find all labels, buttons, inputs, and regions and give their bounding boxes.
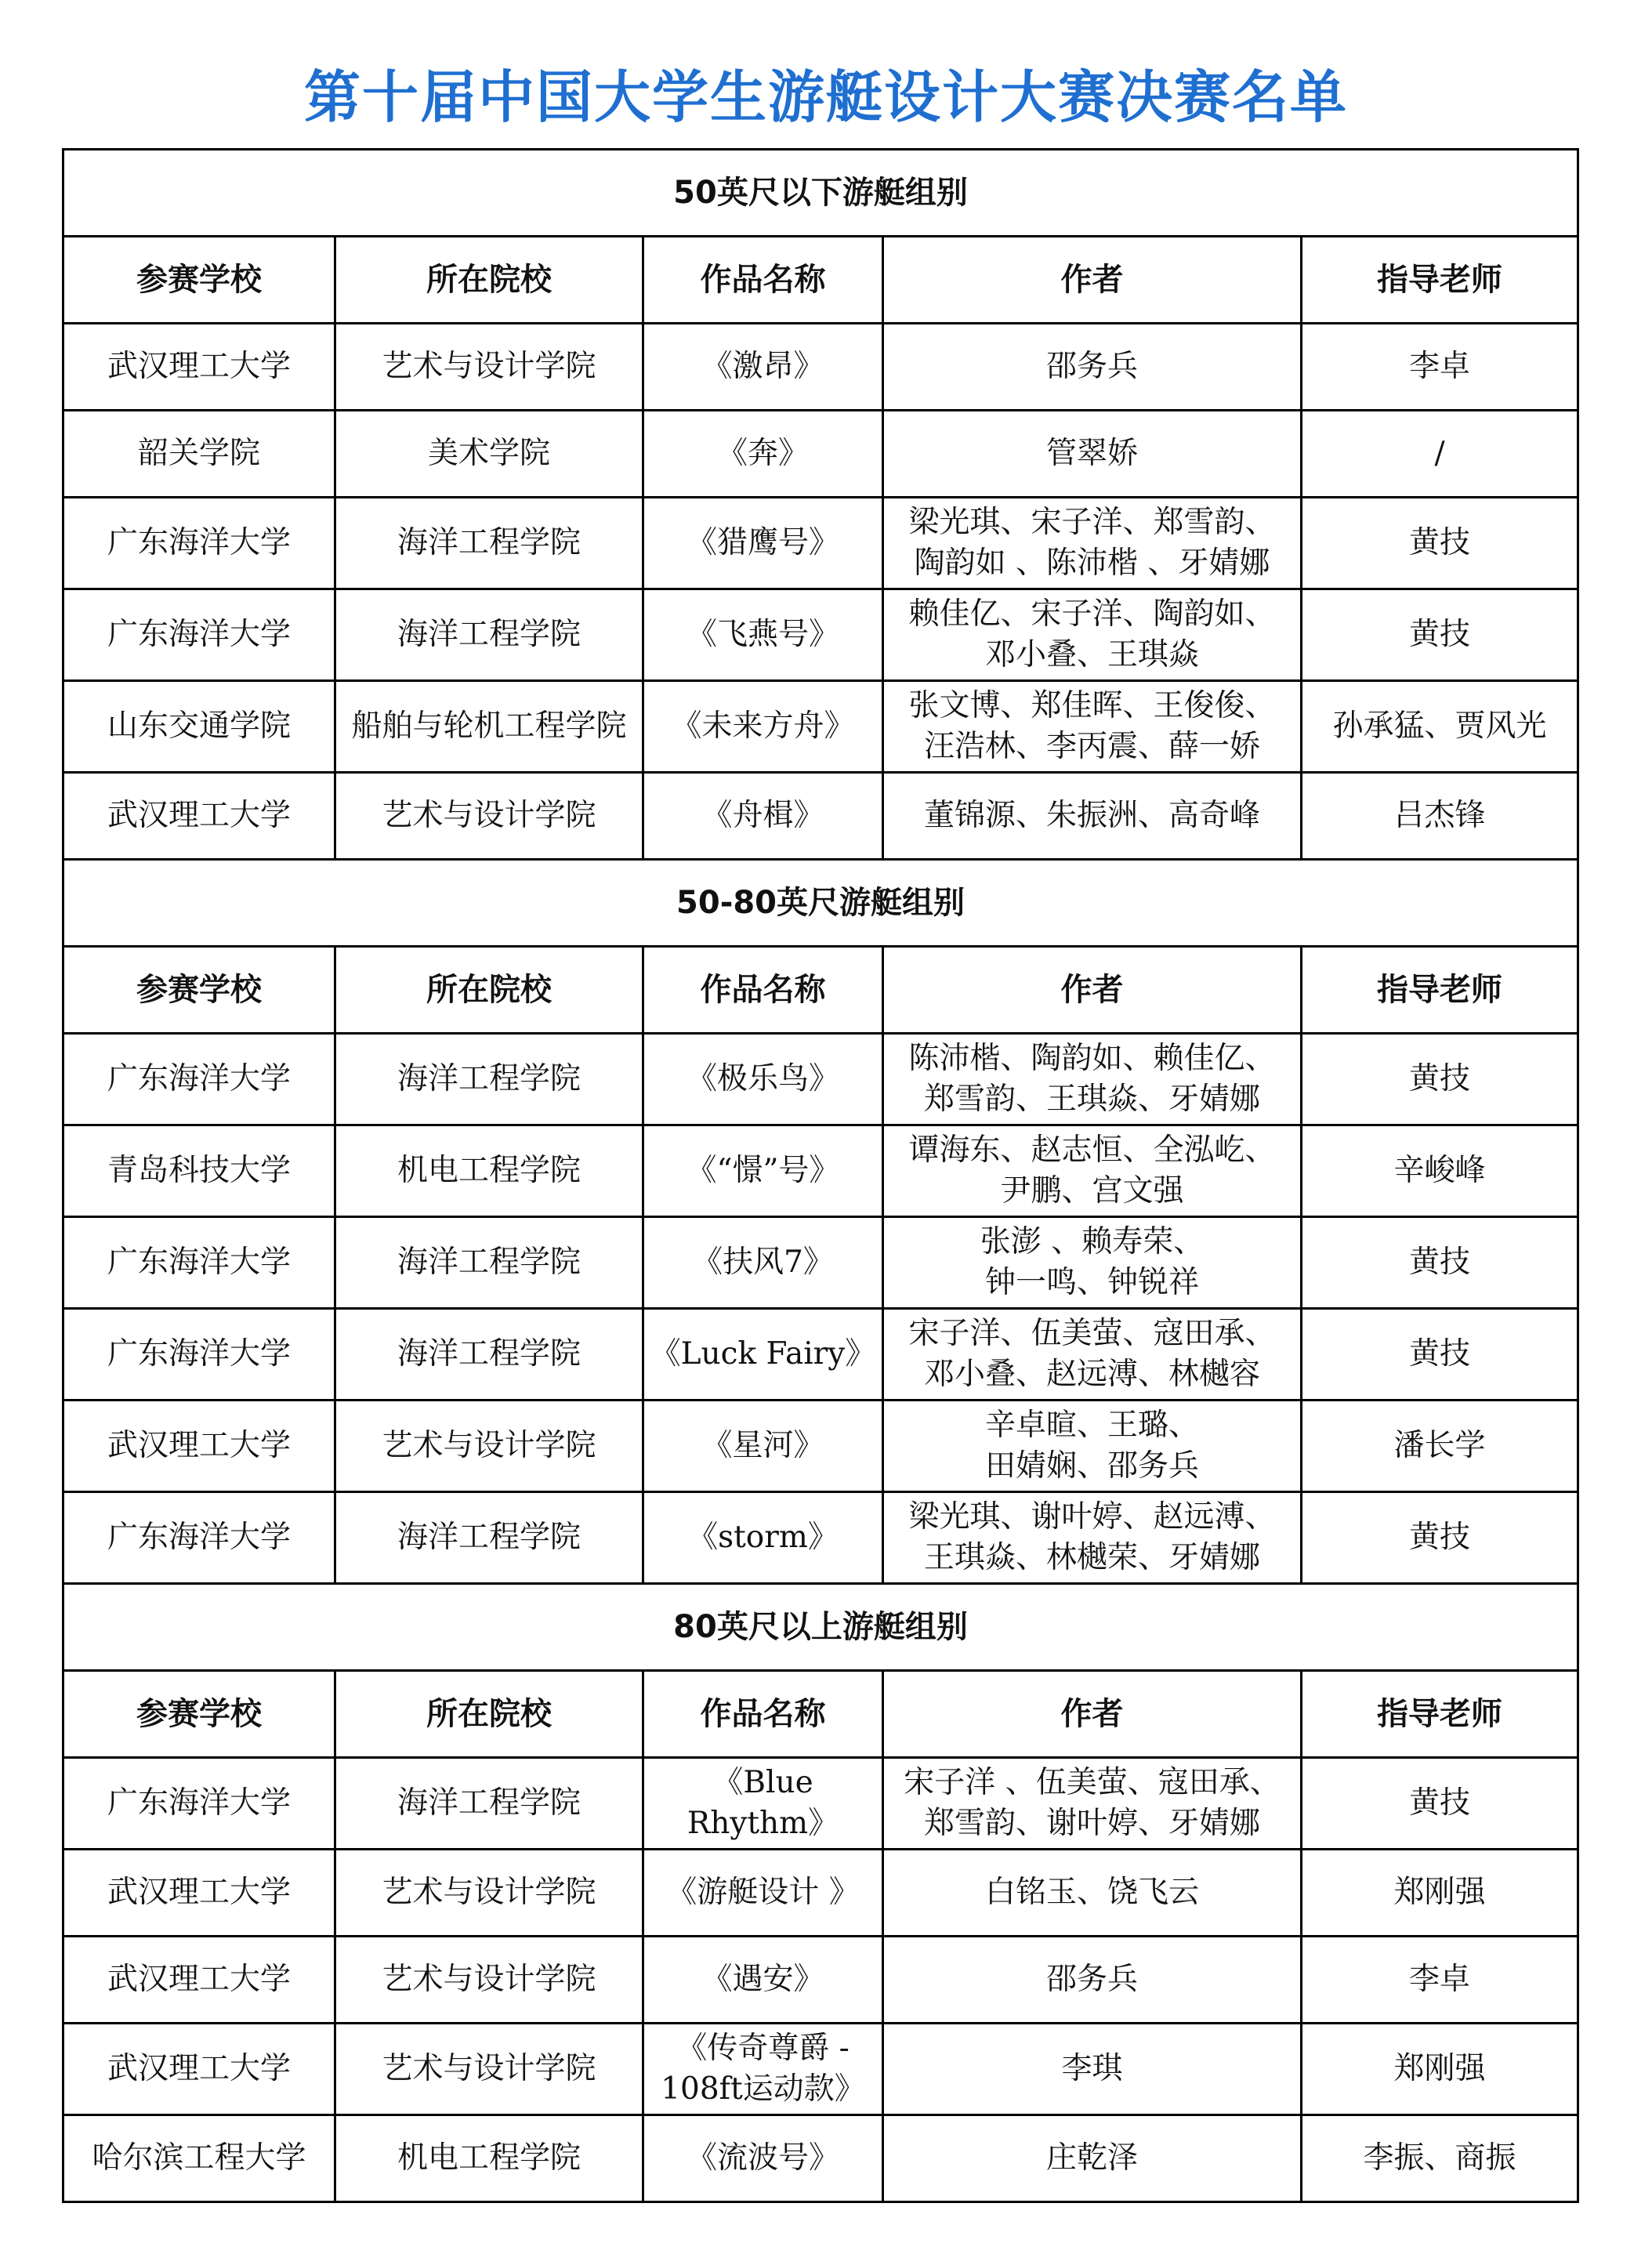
table-row — [63, 498, 1578, 589]
authors-cell — [883, 1217, 1302, 1309]
table-row — [63, 1125, 1578, 1217]
advisor-cell: 李卓 — [1302, 324, 1578, 411]
author-line: 尹鹏、宫文强 — [1000, 1173, 1184, 1209]
work-title-cell: 《未来方舟》 — [643, 681, 883, 773]
advisor-cell: 黄技 — [1302, 1034, 1578, 1125]
school-cell: 青岛科技大学 — [63, 1125, 335, 1217]
school-cell: 韶关学院 — [63, 411, 335, 498]
author-line: 赖佳亿、宋子洋、陶韵如、 — [908, 596, 1276, 632]
group-heading-row — [63, 150, 1578, 237]
table-row — [63, 1217, 1578, 1309]
group-heading-row — [63, 860, 1578, 947]
school-cell: 武汉理工大学 — [63, 1937, 335, 2024]
table-row — [63, 1401, 1578, 1492]
advisor-cell: 黄技 — [1302, 1758, 1578, 1850]
work-title-cell: 《传奇尊爵 - 108ft运动款》 — [643, 2024, 883, 2115]
school-cell: 广东海洋大学 — [63, 498, 335, 589]
author-line: 陈沛楷、陶韵如、赖佳亿、 — [908, 1041, 1276, 1076]
college-cell: 艺术与设计学院 — [335, 324, 643, 411]
authors-cell — [883, 1937, 1302, 2024]
author-line: 李琪 — [1061, 2051, 1123, 2086]
author-line: 陶韵如 、陈沛楷 、牙婧娜 — [914, 545, 1270, 581]
work-title-cell: 《飞燕号》 — [643, 589, 883, 681]
school-cell: 山东交通学院 — [63, 681, 335, 773]
column-header: 指导老师 — [1302, 237, 1578, 324]
work-title-cell: 《流波号》 — [643, 2115, 883, 2202]
column-header: 参赛学校 — [63, 237, 335, 324]
table-row — [63, 1937, 1578, 2024]
author-line: 邓小叠、王琪焱 — [984, 637, 1199, 672]
author-line: 邓小叠、赵远溥、林樾容 — [923, 1357, 1260, 1392]
advisor-cell: 黄技 — [1302, 1309, 1578, 1401]
work-title-cell: 《扶风7》 — [643, 1217, 883, 1309]
work-title-cell: 《猎鹰号》 — [643, 498, 883, 589]
authors-cell — [883, 1758, 1302, 1850]
column-header: 作品名称 — [643, 237, 883, 324]
authors-cell — [883, 1034, 1302, 1125]
author-line: 辛卓暄、王璐、 — [984, 1408, 1199, 1443]
school-cell: 武汉理工大学 — [63, 1401, 335, 1492]
school-cell: 武汉理工大学 — [63, 2024, 335, 2115]
column-header: 作品名称 — [643, 947, 883, 1034]
author-line: 宋子洋 、伍美萤、寇田承、 — [904, 1765, 1281, 1800]
author-line: 汪浩林、李丙震、薛一娇 — [923, 729, 1260, 764]
table-row — [63, 2115, 1578, 2202]
college-cell: 船舶与轮机工程学院 — [335, 681, 643, 773]
advisor-cell: 郑刚强 — [1302, 1850, 1578, 1937]
advisor-cell: 黄技 — [1302, 589, 1578, 681]
table-row — [63, 1850, 1578, 1937]
school-cell: 广东海洋大学 — [63, 1034, 335, 1125]
work-title-cell: 《Luck Fairy》 — [643, 1309, 883, 1401]
advisor-cell: 孙承猛、贾风光 — [1302, 681, 1578, 773]
column-header: 作者 — [883, 237, 1302, 324]
authors-cell — [883, 1850, 1302, 1937]
school-cell: 广东海洋大学 — [63, 589, 335, 681]
school-cell: 武汉理工大学 — [63, 773, 335, 860]
authors-cell — [883, 324, 1302, 411]
advisor-cell: 吕杰锋 — [1302, 773, 1578, 860]
advisor-cell: / — [1302, 411, 1578, 498]
group-heading: 50英尺以下游艇组别 — [63, 150, 1578, 237]
college-cell: 艺术与设计学院 — [335, 1401, 643, 1492]
author-line: 白铭玉、饶飞云 — [984, 1875, 1199, 1910]
authors-cell — [883, 773, 1302, 860]
group-heading: 50-80英尺游艇组别 — [63, 860, 1578, 947]
school-cell: 哈尔滨工程大学 — [63, 2115, 335, 2202]
author-line: 梁光琪、谢叶婷、赵远溥、 — [908, 1499, 1276, 1535]
column-header: 所在院校 — [335, 237, 643, 324]
college-cell: 艺术与设计学院 — [335, 1850, 643, 1937]
table-row — [63, 681, 1578, 773]
author-line: 田婧娴、邵务兵 — [984, 1448, 1199, 1484]
column-header: 所在院校 — [335, 1671, 643, 1758]
table-row — [63, 1034, 1578, 1125]
work-title-cell: 《极乐鸟》 — [643, 1034, 883, 1125]
author-line: 郑雪韵、谢叶婷、牙婧娜 — [923, 1806, 1260, 1841]
finalist-table-body — [63, 150, 1578, 2202]
college-cell: 海洋工程学院 — [335, 1217, 643, 1309]
authors-cell — [883, 1309, 1302, 1401]
author-line: 邵务兵 — [1045, 1962, 1138, 1997]
authors-cell — [883, 2024, 1302, 2115]
authors-cell — [883, 1401, 1302, 1492]
college-cell: 海洋工程学院 — [335, 498, 643, 589]
authors-cell — [883, 498, 1302, 589]
table-row — [63, 411, 1578, 498]
work-title-cell: 《激昂》 — [643, 324, 883, 411]
work-title-cell: 《“憬”号》 — [643, 1125, 883, 1217]
college-cell: 艺术与设计学院 — [335, 1937, 643, 2024]
college-cell: 机电工程学院 — [335, 2115, 643, 2202]
advisor-cell: 郑刚强 — [1302, 2024, 1578, 2115]
author-line: 张澎 、赖寿荣、 — [980, 1224, 1205, 1259]
advisor-cell: 辛峻峰 — [1302, 1125, 1578, 1217]
school-cell: 广东海洋大学 — [63, 1758, 335, 1850]
college-cell: 海洋工程学院 — [335, 1034, 643, 1125]
column-header: 指导老师 — [1302, 1671, 1578, 1758]
college-cell: 艺术与设计学院 — [335, 773, 643, 860]
author-line: 谭海东、赵志恒、全泓屹、 — [908, 1132, 1276, 1168]
page-title: 第十届中国大学生游艇设计大赛决赛名单 — [303, 64, 1348, 130]
author-line: 张文博、郑佳晖、王俊俊、 — [908, 688, 1276, 723]
work-title-cell: 《游艇设计 》 — [643, 1850, 883, 1937]
table-row — [63, 1492, 1578, 1584]
author-line: 钟一鸣、钟锐祥 — [984, 1265, 1199, 1300]
group-heading: 80英尺以上游艇组别 — [63, 1584, 1578, 1671]
college-cell: 机电工程学院 — [335, 1125, 643, 1217]
work-title-cell: 《舟楫》 — [643, 773, 883, 860]
table-row — [63, 324, 1578, 411]
author-line: 王琪焱、林樾荣、牙婧娜 — [923, 1540, 1260, 1575]
school-cell: 广东海洋大学 — [63, 1309, 335, 1401]
column-header: 指导老师 — [1302, 947, 1578, 1034]
school-cell: 广东海洋大学 — [63, 1217, 335, 1309]
table-row — [63, 1758, 1578, 1850]
column-header: 作者 — [883, 947, 1302, 1034]
column-header: 参赛学校 — [63, 1671, 335, 1758]
work-title-cell: 《Blue Rhythm》 — [643, 1758, 883, 1850]
advisor-cell: 李振、商振 — [1302, 2115, 1578, 2202]
school-cell: 武汉理工大学 — [63, 324, 335, 411]
finalist-table — [62, 148, 1579, 2203]
authors-cell — [883, 411, 1302, 498]
column-header: 作者 — [883, 1671, 1302, 1758]
column-header-row — [63, 947, 1578, 1034]
table-row — [63, 1309, 1578, 1401]
college-cell: 海洋工程学院 — [335, 1309, 643, 1401]
column-header-row — [63, 1671, 1578, 1758]
column-header: 所在院校 — [335, 947, 643, 1034]
column-header: 作品名称 — [643, 1671, 883, 1758]
author-line: 庄乾泽 — [1045, 2140, 1138, 2176]
college-cell: 海洋工程学院 — [335, 1758, 643, 1850]
authors-cell — [883, 1125, 1302, 1217]
work-title-cell: 《星河》 — [643, 1401, 883, 1492]
work-title-cell: 《奔》 — [643, 411, 883, 498]
college-cell: 美术学院 — [335, 411, 643, 498]
authors-cell — [883, 1492, 1302, 1584]
authors-cell — [883, 2115, 1302, 2202]
authors-cell — [883, 589, 1302, 681]
column-header: 参赛学校 — [63, 947, 335, 1034]
column-header-row — [63, 237, 1578, 324]
authors-cell — [883, 681, 1302, 773]
advisor-cell: 黄技 — [1302, 1492, 1578, 1584]
school-cell: 武汉理工大学 — [63, 1850, 335, 1937]
college-cell: 海洋工程学院 — [335, 589, 643, 681]
college-cell: 海洋工程学院 — [335, 1492, 643, 1584]
advisor-cell: 潘长学 — [1302, 1401, 1578, 1492]
group-heading-row — [63, 1584, 1578, 1671]
advisor-cell: 黄技 — [1302, 498, 1578, 589]
college-cell: 艺术与设计学院 — [335, 2024, 643, 2115]
table-row — [63, 2024, 1578, 2115]
author-line: 郑雪韵、王琪焱、牙婧娜 — [923, 1082, 1260, 1117]
table-row — [63, 773, 1578, 860]
school-cell: 广东海洋大学 — [63, 1492, 335, 1584]
advisor-cell: 黄技 — [1302, 1217, 1578, 1309]
work-title-cell: 《storm》 — [643, 1492, 883, 1584]
advisor-cell: 李卓 — [1302, 1937, 1578, 2024]
author-line: 邵务兵 — [1045, 349, 1138, 384]
author-line: 宋子洋、伍美萤、寇田承、 — [908, 1316, 1276, 1351]
author-line: 管翠娇 — [1045, 436, 1138, 471]
work-title-cell: 《遇安》 — [643, 1937, 883, 2024]
table-row — [63, 589, 1578, 681]
author-line: 梁光琪、宋子洋、郑雪韵、 — [908, 505, 1276, 540]
author-line: 董锦源、朱振洲、高奇峰 — [923, 798, 1260, 833]
